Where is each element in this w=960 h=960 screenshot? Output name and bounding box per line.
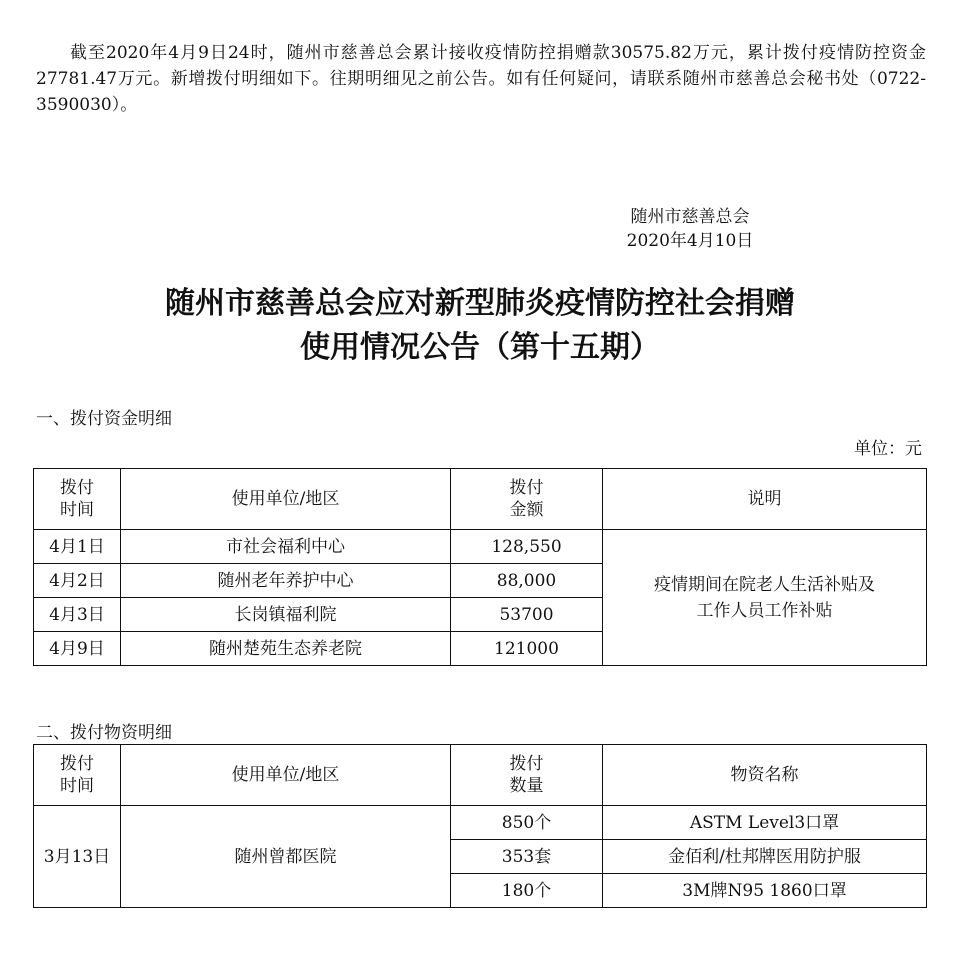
materials-qty-cell: 850个 (451, 806, 603, 840)
page-title (0, 282, 960, 370)
materials-header-row (34, 745, 927, 806)
funds-amount-cell: 53700 (451, 598, 603, 632)
funds-date-cell: 4月2日 (34, 564, 121, 598)
materials-qty-cell: 180个 (451, 874, 603, 908)
funds-note-cell: 疫情期间在院老人生活补贴及 工作人员工作补贴 (603, 530, 927, 666)
funds-header-row (34, 469, 927, 530)
materials-date-cell: 3月13日 (34, 806, 121, 908)
materials-name-cell: 金佰利/杜邦牌医用防护服 (603, 840, 927, 874)
materials-qty-cell: 353套 (451, 840, 603, 874)
signature-block (560, 205, 820, 253)
signature-org: 随州市慈善总会 (630, 207, 750, 227)
funds-date-cell: 4月3日 (34, 598, 121, 632)
funds-unit-cell: 随州老年养护中心 (121, 564, 451, 598)
funds-amount-cell: 121000 (451, 632, 603, 666)
title-line-1: 随州市慈善总会应对新型肺炎疫情防控社会捐赠 (165, 286, 795, 321)
funds-unit-cell: 市社会福利中心 (121, 530, 451, 564)
materials-name-cell: ASTM Level3口罩 (603, 806, 927, 840)
funds-unit-cell: 长岗镇福利院 (121, 598, 451, 632)
intro-paragraph: 截至2020年4月9日24时，随州市慈善总会累计接收疫情防控捐赠款30575.82万元，累计拨付疫情防控资金27781.47万元。新增拨付明细如下。往期明细见之前公告。如有任何疑问，请联系随州市慈善总会秘书处（0722-3590030）。 (36, 43, 926, 115)
funds-unit-label: 单位：元 (854, 439, 922, 459)
funds-section-heading: 一、拨付资金明细 (36, 409, 172, 429)
title-line-2: 使用情况公告（第十五期） (300, 330, 660, 365)
materials-table (33, 744, 927, 908)
table-row (34, 806, 927, 840)
funds-table (33, 468, 927, 666)
materials-name-cell: 3M牌N95 1860口罩 (603, 874, 927, 908)
materials-section-heading: 二、拨付物资明细 (36, 723, 172, 743)
signature-date: 2020年4月10日 (626, 231, 754, 251)
funds-amount-cell: 88,000 (451, 564, 603, 598)
funds-header-time: 拨付 时间 (34, 469, 121, 530)
materials-unit-cell: 随州曾都医院 (121, 806, 451, 908)
funds-date-cell: 4月1日 (34, 530, 121, 564)
materials-header-name: 物资名称 (603, 745, 927, 806)
funds-unit-cell: 随州楚苑生态养老院 (121, 632, 451, 666)
funds-header-note: 说明 (603, 469, 927, 530)
funds-date-cell: 4月9日 (34, 632, 121, 666)
materials-header-qty: 拨付 数量 (451, 745, 603, 806)
materials-header-time: 拨付 时间 (34, 745, 121, 806)
funds-header-unit: 使用单位/地区 (121, 469, 451, 530)
funds-header-amount: 拨付 金额 (451, 469, 603, 530)
materials-header-unit: 使用单位/地区 (121, 745, 451, 806)
table-row (34, 530, 927, 564)
funds-amount-cell: 128,550 (451, 530, 603, 564)
